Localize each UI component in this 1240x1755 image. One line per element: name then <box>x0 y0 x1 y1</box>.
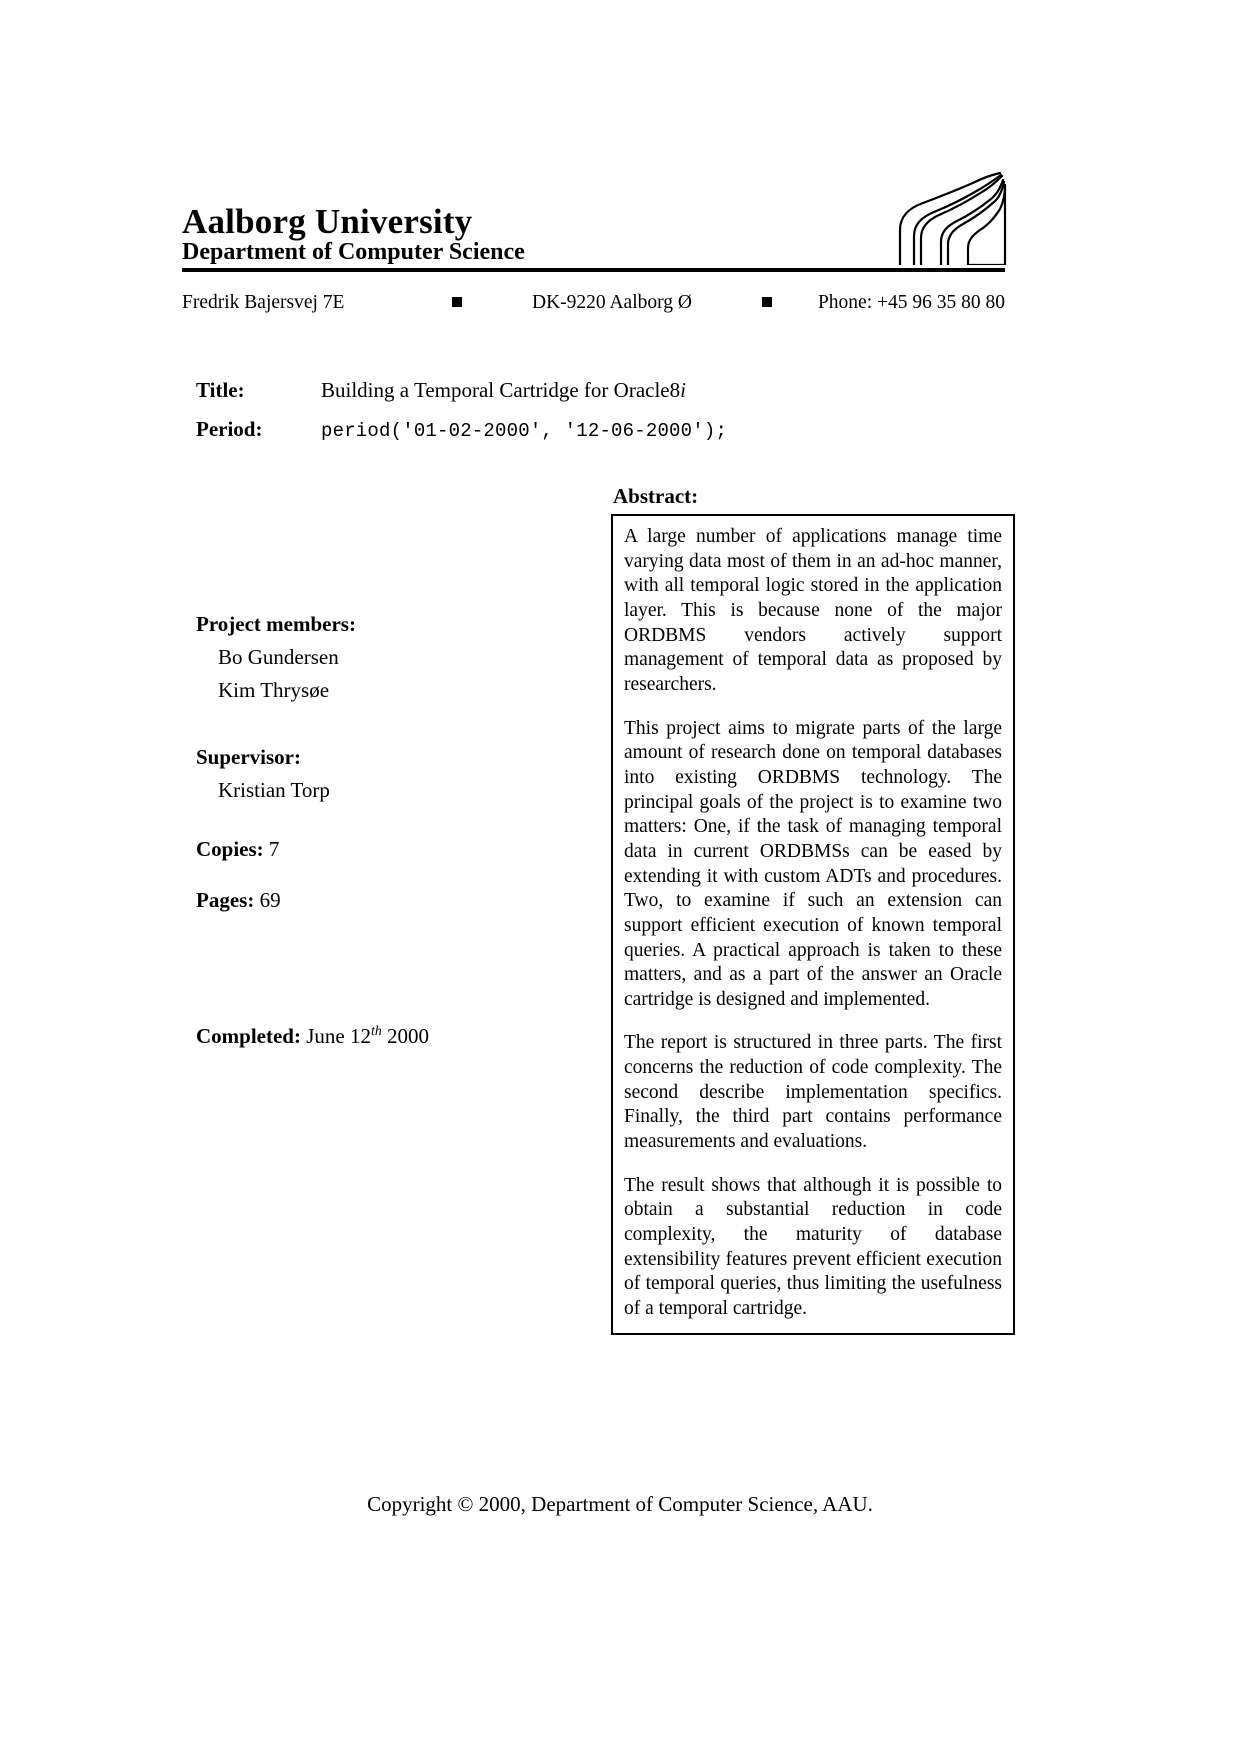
pages-label: Pages: <box>196 888 255 912</box>
completed-value-ordinal: th <box>370 1023 382 1038</box>
copyright-notice: Copyright © 2000, Department of Computer Science, AAU. <box>367 1492 873 1516</box>
abstract-paragraph: The result shows that although it is possible to obtain a substantial reduction in code complexity, the maturity of database extensibility features prevent efficient execution of temporal queries, thus limiting the usefulness of a temporal cartridge. <box>624 1174 1002 1320</box>
black-square-bullet-icon <box>427 292 487 314</box>
abstract-box <box>611 514 1015 1335</box>
letterhead-address-row <box>182 292 1005 314</box>
department-name: Department of Computer Science <box>182 238 525 265</box>
spacer <box>196 862 576 888</box>
title-value-text: Building a Temporal Cartridge for Oracle8 <box>321 378 681 402</box>
pages-line <box>196 888 576 913</box>
copies-value: 7 <box>268 837 280 861</box>
abstract-label: Abstract: <box>613 484 699 508</box>
letterhead-row <box>182 175 1005 265</box>
letterhead <box>182 175 1005 272</box>
pages-value: 69 <box>259 888 281 912</box>
address-street: Fredrik Bajersvej 7E <box>182 292 345 313</box>
completed-value-date: June 12 <box>306 1024 371 1048</box>
abstract-section <box>611 484 1015 1335</box>
aau-waves-logo-icon <box>897 170 1007 265</box>
completed-label: Completed: <box>196 1024 301 1048</box>
period-label: Period: <box>196 417 263 441</box>
title-period-block <box>196 378 896 456</box>
period-value: period('01-02-2000', '12-06-2000'); <box>321 420 728 442</box>
project-members-label: Project members: <box>196 612 356 636</box>
spacer <box>196 811 576 837</box>
abstract-paragraph: This project aims to migrate parts of the large amount of research done on temporal databases into existing ORDBMS technology. The principal goals of the project is to examine two matters: One, if the task of managing temporal data in current ORDBMSs can be eased by extending it with custom ADTs and procedures. Two, to examine if such an extension can support efficient execution of known temporal queries. A practical approach is taken to these matters, and as a part of the answer an Oracle cartridge is designed and implemented. <box>624 717 1002 1010</box>
copies-line <box>196 837 576 862</box>
list-item: Bo Gundersen <box>218 645 339 669</box>
title-line <box>196 378 896 403</box>
project-info-column <box>196 612 576 913</box>
abstract-paragraph: The report is structured in three parts. The first concerns the reduction of code complexity. The second describe implementation specifics. Finally, the third part contains performance measurements and evaluations. <box>624 1032 1002 1153</box>
spacer <box>196 711 576 745</box>
title-value-suffix: i <box>680 378 686 402</box>
title-value <box>321 378 686 403</box>
black-square-bullet-icon-2 <box>737 292 797 314</box>
letterhead-divider <box>182 268 1005 272</box>
completed-line <box>196 1024 429 1049</box>
completed-value-year: 2000 <box>387 1024 430 1048</box>
list-item: Kristian Torp <box>218 778 330 802</box>
address-city: DK-9220 Aalborg Ø <box>532 292 692 313</box>
supervisor-label: Supervisor: <box>196 745 301 769</box>
copies-label: Copies: <box>196 837 264 861</box>
abstract-paragraph: A large number of applications manage time varying data most of them in an ad-hoc manner, with all temporal logic stored in the application layer. This is because none of the major ORDBMS vendors actively support management of temporal data as proposed by researchers. <box>624 526 1002 695</box>
title-label: Title: <box>196 378 245 402</box>
letterhead-titles <box>182 201 525 265</box>
university-name: Aalborg University <box>182 201 473 241</box>
list-item: Kim Thrysøe <box>218 678 330 702</box>
period-line <box>196 417 896 442</box>
address-phone: Phone: +45 96 35 80 80 <box>817 292 1005 313</box>
